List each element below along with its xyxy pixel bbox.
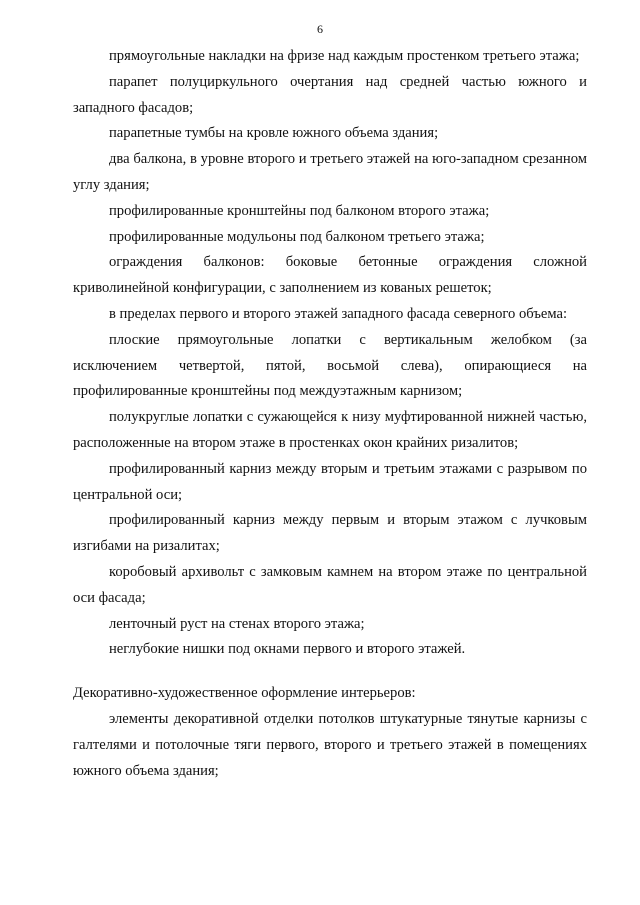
paragraph: элементы декоративной отделки потолков штукатурные тянутые карнизы с галтелями и потолочные тяги первого, второго и третьего этажей в помещениях южного объема здания; (73, 710, 587, 779)
paragraph: профилированный карниз между вторым и третьим этажами с разрывом по центральной оси; (73, 460, 587, 503)
paragraph: два балкона, в уровне второго и третьего этажей на юго-западном срезанном углу здания; (73, 151, 587, 193)
paragraph: профилированные кронштейны под балконом второго этажа; (109, 202, 490, 219)
paragraph: профилированный карниз между первым и вторым этажом с лучковым изгибами на ризалитах; (73, 512, 587, 555)
paragraph: парапетные тумбы на кровле южного объема здания; (109, 125, 439, 142)
paragraph: неглубокие нишки под окнами первого и второго этажей. (109, 641, 466, 658)
paragraph: полукруглые лопатки с сужающейся к низу муфтированной нижней частью, расположенные на втором этаже в простенках окон крайних ризалитов; (73, 409, 587, 451)
page-number: 6 (317, 22, 323, 36)
paragraph: ограждения балконов: боковые бетонные ограждения сложной криволинейной конфигурации, с заполнением из кованых решеток; (73, 254, 587, 297)
paragraph: в пределах первого и второго этажей западного фасада северного объема: (109, 305, 568, 322)
paragraph: плоские прямоугольные лопатки с вертикальным желобком (за исключением четвертой, пятой, восьмой слева), опирающиеся на профилированные кронштейны под междуэтажным карнизом; (73, 331, 587, 400)
paragraph: ленточный руст на стенах второго этажа; (109, 615, 365, 632)
paragraph: прямоугольные накладки на фризе над каждым простенком третьего этажа; (109, 48, 580, 64)
paragraph: профилированные модульоны под балконом третьего этажа; (109, 228, 485, 245)
document-body (73, 44, 587, 784)
section-gap (73, 663, 587, 681)
section-heading: Декоративно-художественное оформление интерьеров: (73, 685, 416, 702)
paragraph: коробовый архивольт с замковым камнем на втором этаже по центральной оси фасада; (73, 563, 587, 606)
paragraph: парапет полуциркульного очертания над средней частью южного и западного фасадов; (73, 73, 587, 116)
